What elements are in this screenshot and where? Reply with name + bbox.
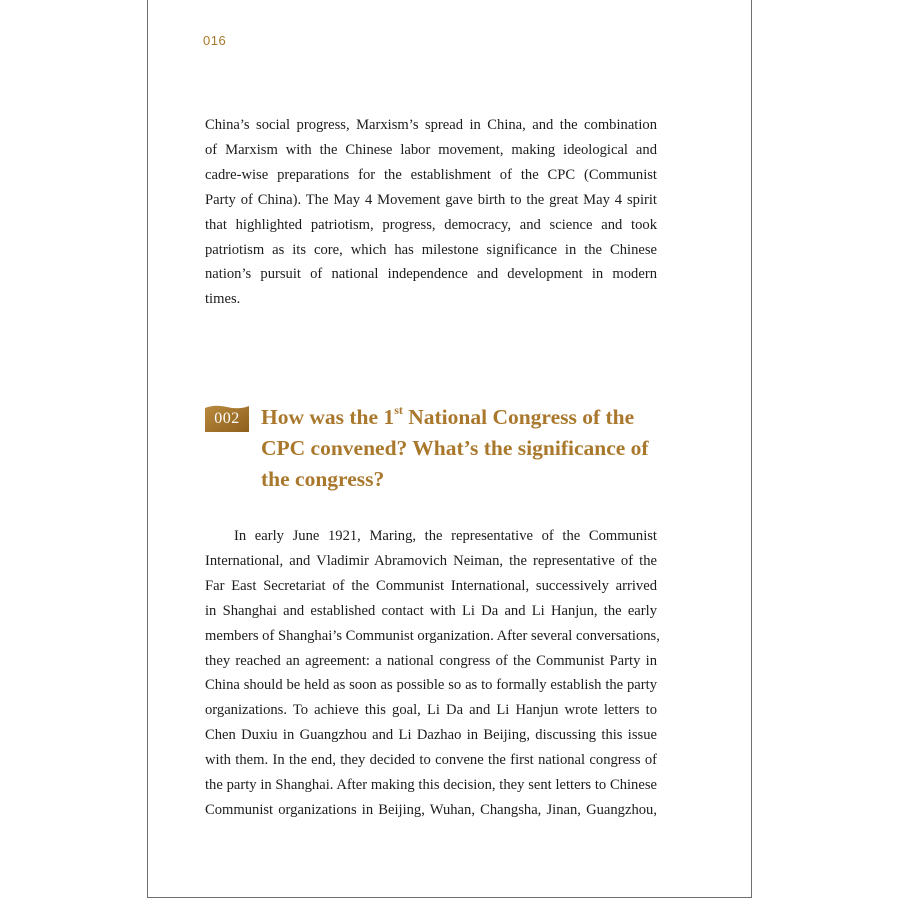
question-number-badge: [205, 404, 249, 432]
text-line: nation’s pursuit of national independence and development in modern: [205, 266, 657, 283]
text-line: Far East Secretariat of the Communist International, successively arrived: [205, 577, 657, 594]
text-line: members of Shanghai’s Communist organization. After several conversations,: [205, 627, 660, 644]
text-line: times.: [205, 291, 241, 308]
text-line: Communist organizations in Beijing, Wuhan, Changsha, Jinan, Guangzhou,: [205, 801, 657, 818]
text-line: the party in Shanghai. After making this decision, they sent letters to Chinese: [205, 777, 657, 794]
text-line: with them. In the end, they decided to convene the first national congress of: [205, 752, 657, 769]
question-number: 002: [214, 410, 240, 427]
text-line: In early June 1921, Maring, the representative of the Communist: [234, 528, 657, 544]
text-line: patriotism as its core, which has milestone significance in the Chinese: [205, 241, 657, 258]
question-title-line: How was the 1st National Congress of the: [261, 402, 635, 429]
page-number: 016: [203, 33, 227, 48]
text-line: China’s social progress, Marxism’s spread in China, and the combination: [205, 117, 657, 133]
text-line: China should be held as soon as possible so as to formally establish the party: [205, 677, 657, 694]
text-line: they reached an agreement: a national congress of the Communist Party in: [205, 652, 657, 669]
ordinal-suffix: st: [394, 402, 403, 417]
text-line: that highlighted patriotism, progress, democracy, and science and took: [205, 216, 657, 233]
text-line: in Shanghai and established contact with Li Da and Li Hanjun, the early: [205, 602, 657, 619]
intro-paragraph: [205, 113, 657, 312]
text-line: organizations. To achieve this goal, Li Da and Li Hanjun wrote letters to: [205, 702, 657, 719]
text-line: Chen Duxiu in Guangzhou and Li Dazhao in Beijing, discussing this issue: [205, 727, 657, 744]
question-title-line: CPC convened? What’s the significance of: [261, 436, 649, 460]
question-title: [261, 402, 661, 495]
text-line: International, and Vladimir Abramovich Neiman, the representative of the: [205, 552, 657, 569]
text-line: cadre-wise preparations for the establishment of the CPC (Communist: [205, 166, 657, 183]
answer-paragraph: [205, 524, 660, 823]
question-title-line: the congress?: [261, 467, 385, 491]
text-line: of Marxism with the Chinese labor movement, making ideological and: [205, 141, 657, 158]
book-page: [147, 0, 752, 898]
text-line: Party of China). The May 4 Movement gave birth to the great May 4 spirit: [205, 191, 657, 208]
